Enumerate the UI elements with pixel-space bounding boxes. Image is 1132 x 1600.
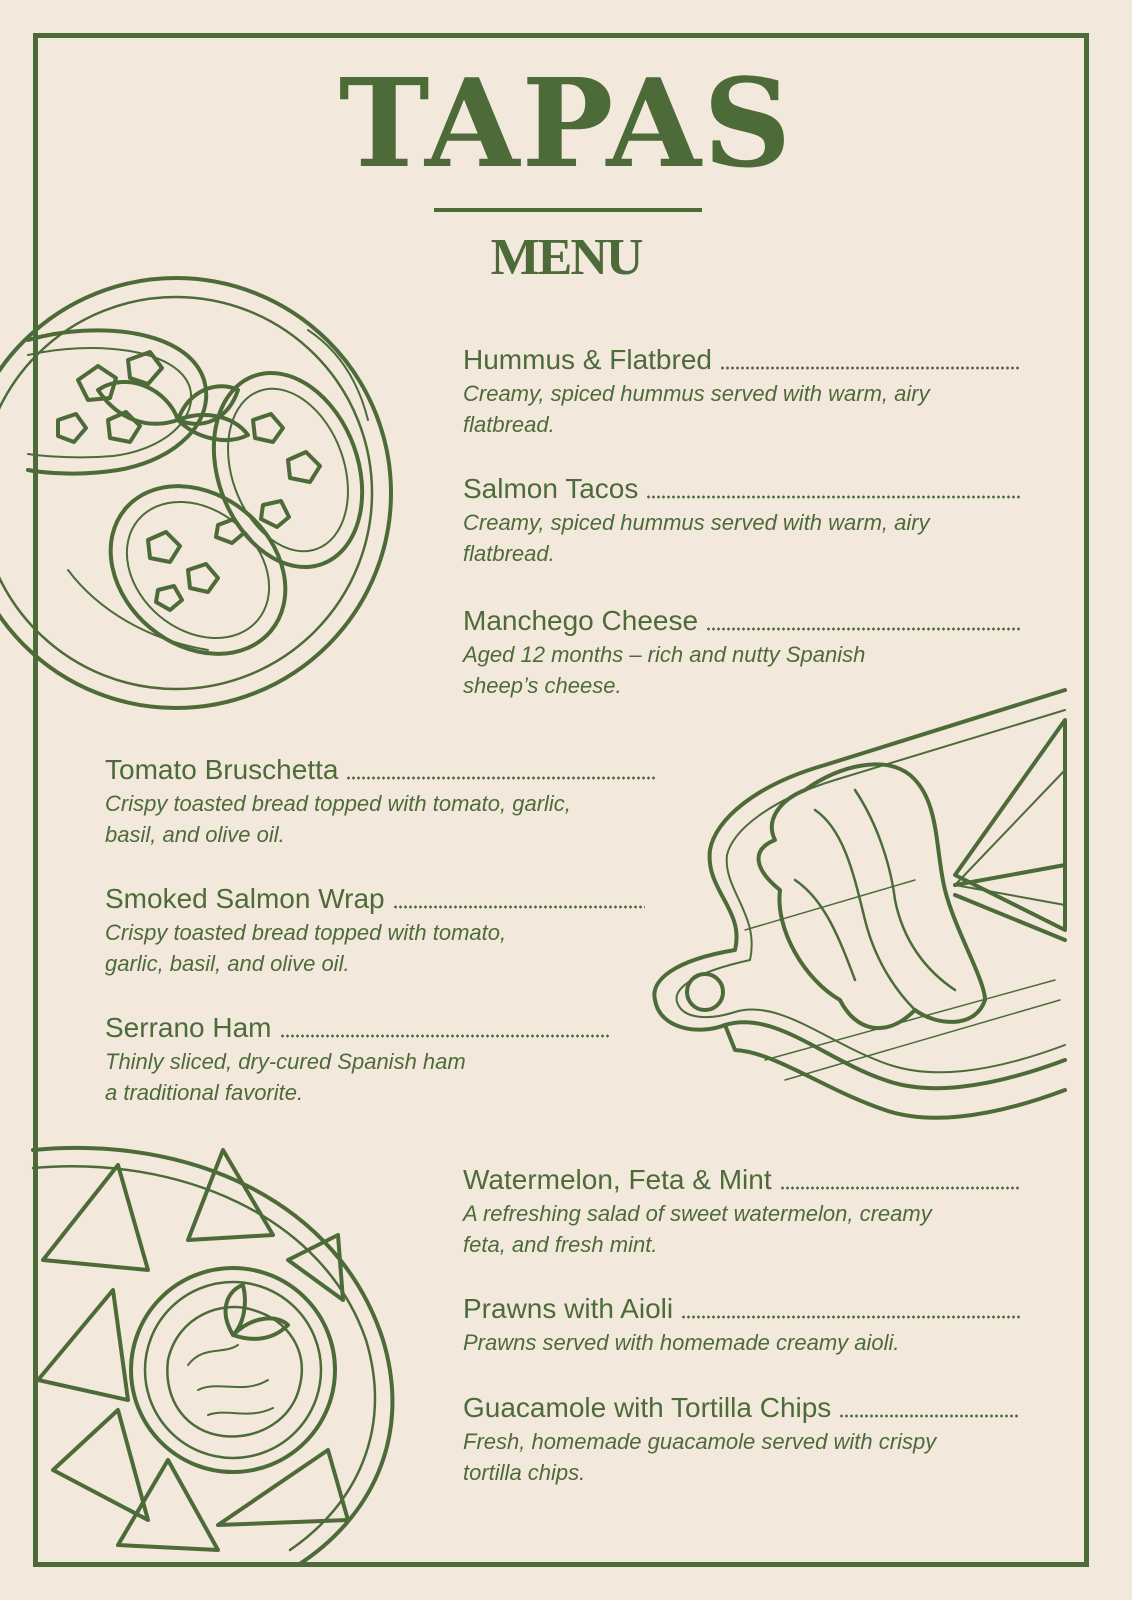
dotted-leader bbox=[393, 904, 645, 910]
menu-item-description: Aged 12 months – rich and nutty Spanish sheep’s cheese. bbox=[463, 642, 866, 698]
menu-item-description: Thinly sliced, dry-cured Spanish ham a traditional favorite. bbox=[105, 1049, 466, 1105]
dotted-leader bbox=[646, 494, 1020, 500]
menu-item bbox=[105, 752, 655, 850]
dotted-leader bbox=[780, 1185, 1020, 1191]
dotted-leader bbox=[346, 775, 655, 781]
menu-item-name: Salmon Tacos bbox=[463, 473, 639, 504]
title-divider bbox=[434, 208, 702, 212]
dotted-leader bbox=[839, 1413, 1020, 1419]
menu-item-name: Tomato Bruschetta bbox=[105, 754, 339, 785]
menu-item-name: Hummus & Flatbred bbox=[463, 344, 712, 375]
menu-item bbox=[105, 881, 645, 979]
menu-item-name: Serrano Ham bbox=[105, 1012, 272, 1043]
menu-item-description: Creamy, spiced hummus served with warm, airy flatbread. bbox=[463, 381, 930, 437]
menu-item bbox=[463, 603, 1020, 701]
menu-item-name: Prawns with Aioli bbox=[463, 1293, 674, 1324]
menu-item-description: Crispy toasted bread topped with tomato, garlic, basil, and olive oil. bbox=[105, 791, 571, 847]
menu-item-description: Crispy toasted bread topped with tomato, garlic, basil, and olive oil. bbox=[105, 920, 507, 976]
dotted-leader bbox=[706, 626, 1020, 632]
menu-item-description: A refreshing salad of sweet watermelon, creamy feta, and fresh mint. bbox=[463, 1201, 932, 1257]
menu-item bbox=[463, 1291, 1020, 1358]
menu-item-description: Fresh, homemade guacamole served with crispy tortilla chips. bbox=[463, 1429, 937, 1485]
menu-item-name: Guacamole with Tortilla Chips bbox=[463, 1392, 832, 1423]
menu-item bbox=[105, 1010, 610, 1108]
nachos-guacamole-illustration bbox=[38, 1140, 408, 1565]
dotted-leader bbox=[681, 1314, 1020, 1320]
menu-item-name: Smoked Salmon Wrap bbox=[105, 883, 385, 914]
menu-item-name: Watermelon, Feta & Mint bbox=[463, 1164, 772, 1195]
menu-item-description: Creamy, spiced hummus served with warm, airy flatbread. bbox=[463, 510, 930, 566]
bruschetta-plate-illustration bbox=[38, 270, 393, 720]
menu-item-name: Manchego Cheese bbox=[463, 605, 699, 636]
menu-subtitle: MENU bbox=[490, 229, 642, 286]
menu-item bbox=[463, 1390, 1020, 1488]
dotted-leader bbox=[720, 365, 1020, 371]
menu-item bbox=[463, 471, 1020, 569]
dotted-leader bbox=[280, 1033, 610, 1039]
menu-item bbox=[463, 342, 1020, 440]
cheese-board-illustration bbox=[655, 680, 1085, 1150]
menu-item bbox=[463, 1162, 1020, 1260]
menu-item-description: Prawns served with homemade creamy aioli. bbox=[463, 1330, 900, 1355]
menu-title: TAPAS bbox=[338, 51, 794, 195]
